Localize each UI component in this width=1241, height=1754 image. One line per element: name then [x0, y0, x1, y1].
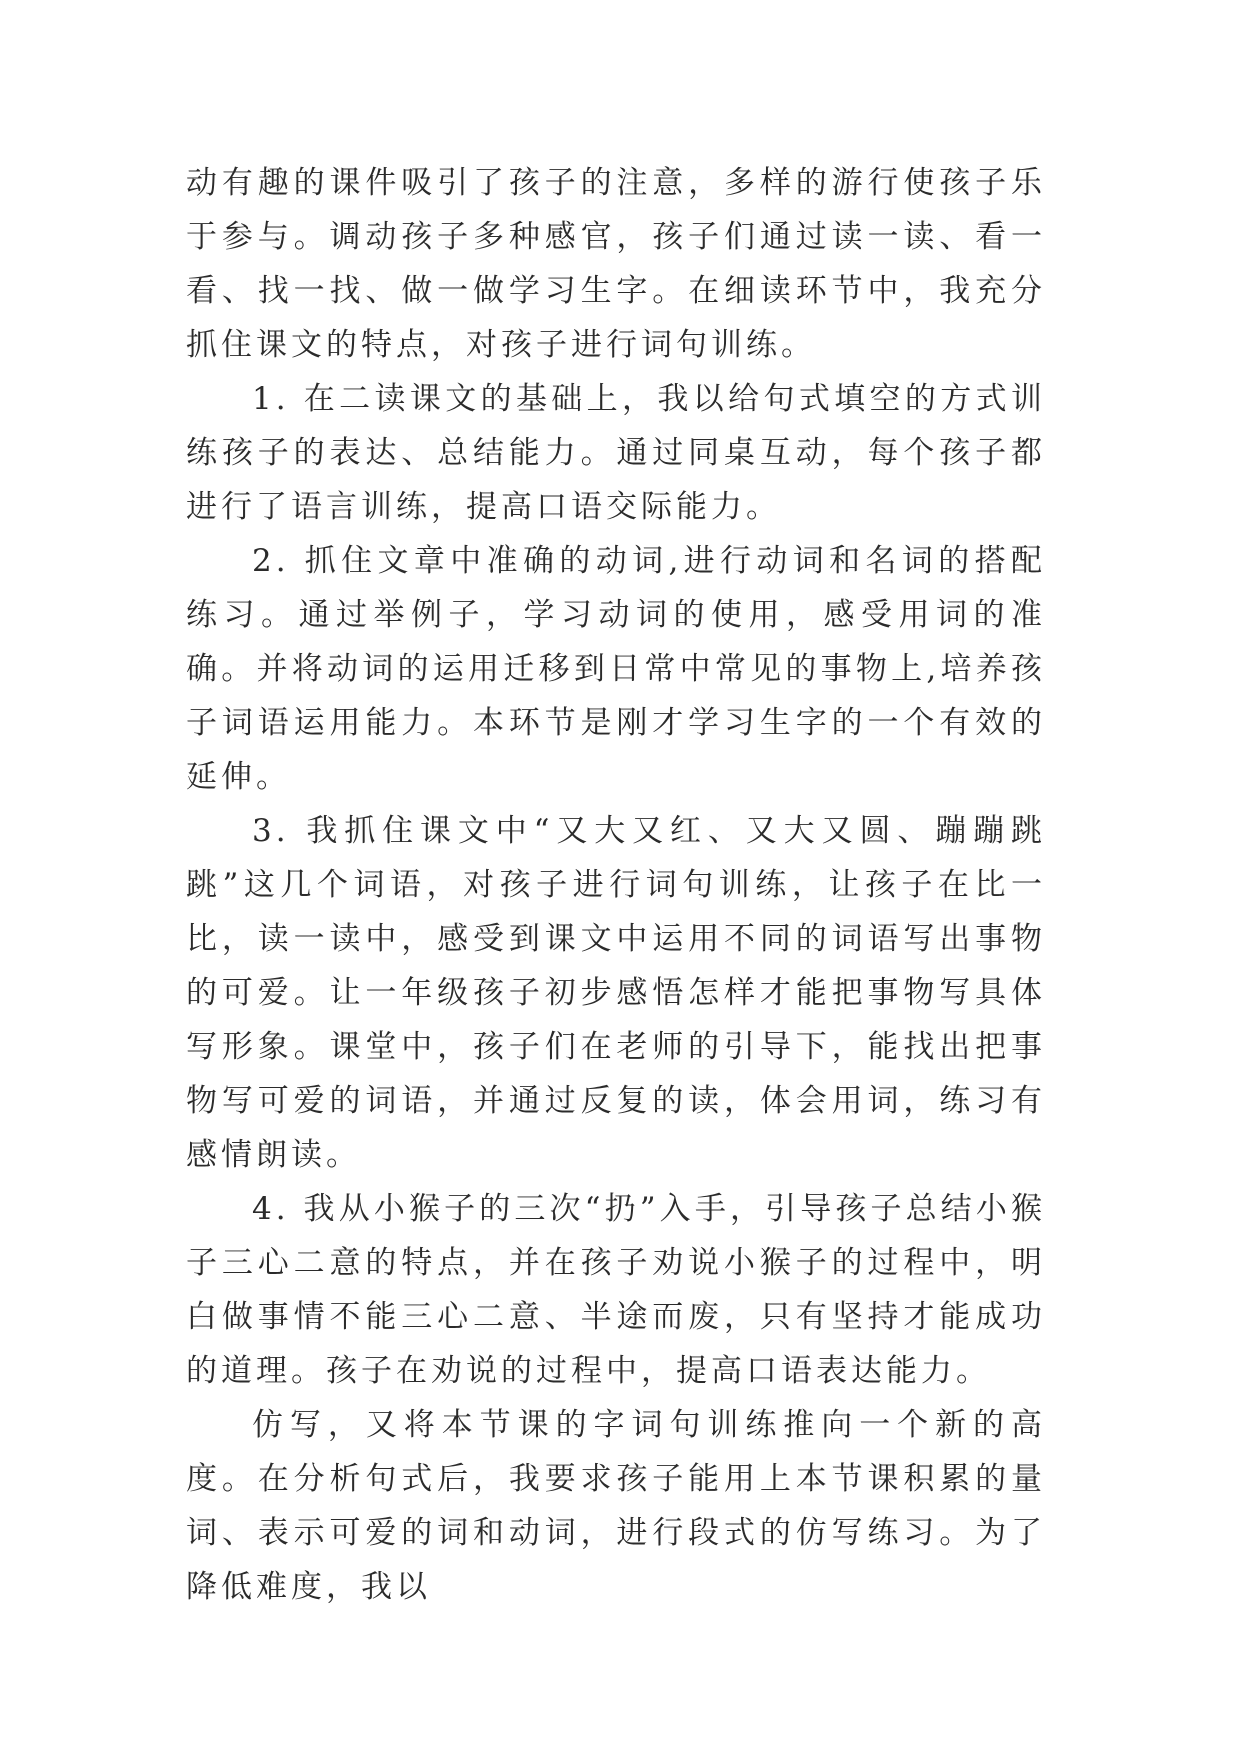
document-body [186, 156, 1046, 1614]
paragraph-item-2: 2. 抓住文章中准确的动词,进行动词和名词的搭配练习。通过举例子，学习动词的使用，感受用词的准确。并将动词的运用迁移到日常中常见的事物上,培养孩子词语运用能力。本环节是刚才学习生字的一个有效的延伸。 [186, 543, 1046, 795]
paragraph-imitation-writing: 仿写，又将本节课的字词句训练推向一个新的高度。在分析句式后，我要求孩子能用上本节课积累的量词、表示可爱的词和动词，进行段式的仿写练习。为了降低难度，我以 [186, 1407, 1046, 1605]
paragraph-item-1: 1. 在二读课文的基础上，我以给句式填空的方式训练孩子的表达、总结能力。通过同桌互动，每个孩子都进行了语言训练，提高口语交际能力。 [186, 381, 1046, 525]
paragraph-item-3: 3. 我抓住课文中“又大又红、又大又圆、蹦蹦跳跳”这几个词语，对孩子进行词句训练，让孩子在比一比，读一读中，感受到课文中运用不同的词语写出事物的可爱。让一年级孩子初步感悟怎样才能把事物写具体写形象。课堂中，孩子们在老师的引导下，能找出把事物写可爱的词语，并通过反复的读，体会用词，练习有感情朗读。 [186, 813, 1046, 1173]
paragraph-item-4: 4. 我从小猴子的三次“扔”入手，引导孩子总结小猴子三心二意的特点，并在孩子劝说小猴子的过程中，明白做事情不能三心二意、半途而废，只有坚持才能成功的道理。孩子在劝说的过程中，提高口语表达能力。 [186, 1191, 1046, 1389]
paragraph-continued: 动有趣的课件吸引了孩子的注意，多样的游行使孩子乐于参与。调动孩子多种感官，孩子们通过读一读、看一看、找一找、做一做学习生字。在细读环节中，我充分抓住课文的特点，对孩子进行词句训练。 [186, 165, 1046, 363]
